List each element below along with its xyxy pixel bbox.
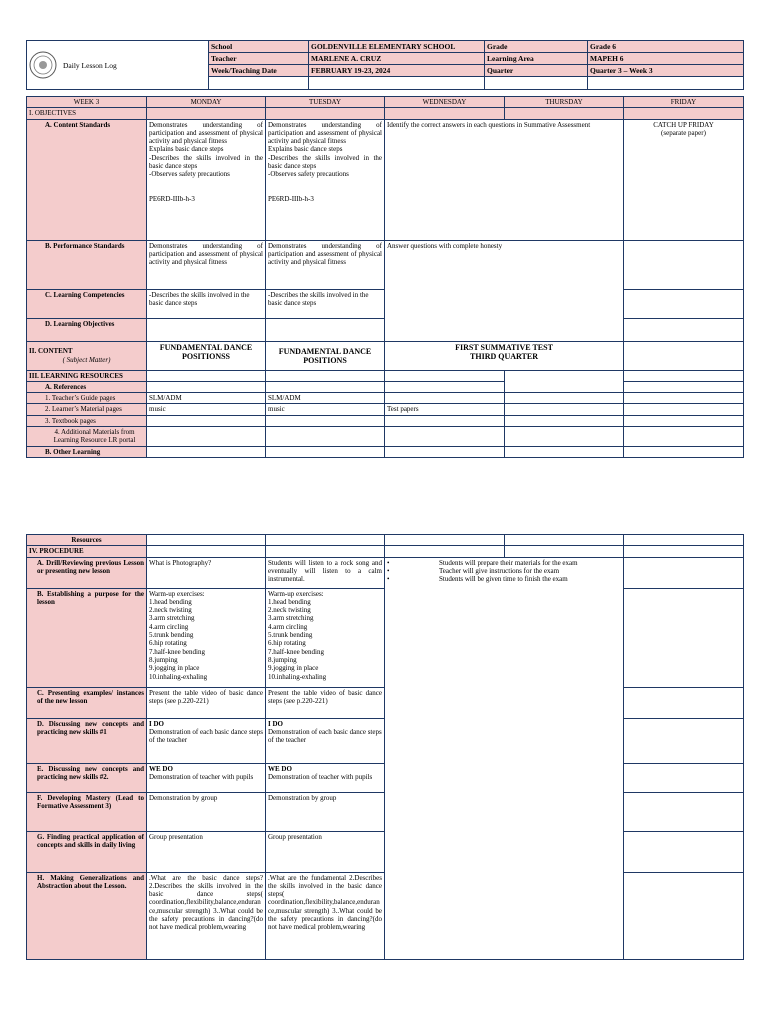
list-item: • Students will be given time to finish the exam — [387, 575, 568, 584]
header-logo-cell — [27, 41, 209, 90]
discussing-concepts-2-tuesday: WE DO Demonstration of teacher with pupils — [266, 763, 385, 792]
date-value: FEBRUARY 19-23, 2024 — [309, 65, 485, 77]
procedure-wed-thu — [385, 557, 624, 959]
performance-standards-label: B. Performance Standards — [27, 240, 147, 289]
content-label: II. CONTENT ( Subject Matter) — [27, 341, 147, 370]
header-table — [26, 40, 744, 90]
wednesday-header: WEDNESDAY — [385, 97, 505, 108]
textbook-pages-label: 3. Textbook pages — [27, 415, 147, 426]
warmup-tuesday: Warm-up exercises: 1.head bending 2.neck twisting 3.arm stretching 4.arm circling 5.trunk bending 6.hip rotating 7.half-knee bending 8.jumping 9.jogging in place 10.inhaling-exhaling — [266, 588, 385, 687]
developing-mastery-monday: Demonstration by group — [147, 792, 266, 831]
teachers-guide-tuesday: SLM/ADM — [266, 393, 385, 404]
presenting-examples-label: C. Presenting examples/ instances of the new lesson — [27, 687, 147, 718]
presenting-examples-tuesday: Present the table video of basic dance steps (see p.220-221) — [266, 687, 385, 718]
discussing-concepts-2-monday: WE DO Demonstration of teacher with pupils — [147, 763, 266, 792]
procedure-title: IV. PROCEDURE — [27, 546, 147, 557]
discussing-concepts-2-label: E. Discussing new concepts and practicing new skills #2. — [27, 763, 147, 792]
learning-area-label: Learning Area — [485, 53, 588, 65]
content-tuesday: FUNDAMENTAL DANCE POSITIONS — [266, 341, 385, 370]
learners-material-tuesday: music — [266, 404, 385, 415]
warmup-monday: Warm-up exercises: 1.head bending 2.neck twisting 3.arm stretching 4.arm circling 5.trunk bending 6.hip rotating 7.half-knee bending 8.jumping 9.jogging in place 10.inhaling-exhaling — [147, 588, 266, 687]
generalization-monday: .What are the basic dance steps? 2.Describes the skills involved in the basic dance steps( coordination,flexibility,balance,endurance,muscular strength) 3..What could be the safety precautions in dancing?(do not have medical problem,wearing — [147, 872, 266, 959]
grade-value: Grade 6 — [588, 41, 744, 53]
teacher-label: Teacher — [209, 53, 309, 65]
lesson-table-page-2 — [26, 534, 744, 960]
generalization-tuesday: .What are the fundamental 2.Describes the skills involved in the basic dance steps( coordination,flexibility,balance,endurance,muscular strength) 3..What could be the safety precautions in dancing?(do not have medical problem,wearing — [266, 872, 385, 959]
wed-bullet-list — [387, 559, 621, 584]
content-standards-tuesday: Demonstrates understanding of participation and assessment of physical activity and physical fitness Explains basic dance steps -Describes the skills involved in the basic dance steps -Observes safety precautions PE6RD-IIIb-h-3 — [266, 119, 385, 240]
discussing-concepts-1-monday: I DO Demonstration of each basic dance steps of the teacher — [147, 718, 266, 763]
drill-review-monday: What is Photography? — [147, 557, 266, 588]
week-header: WEEK 3 — [27, 97, 147, 108]
teachers-guide-label: 1. Teacher’s Guide pages — [27, 393, 147, 404]
developing-mastery-tuesday: Demonstration by group — [266, 792, 385, 831]
lesson-table-page-1 — [26, 96, 744, 458]
developing-mastery-label: F. Developing Mastery (Lead to Formative Assessment 3) — [27, 792, 147, 831]
monday-header: MONDAY — [147, 97, 266, 108]
generalization-label: H. Making Generalizations and Abstraction about the Lesson. — [27, 872, 147, 959]
learning-area-value: MAPEH 6 — [588, 53, 744, 65]
performance-standards-monday: Demonstrates understanding of participation and assessment of physical activity and physical fitness — [147, 240, 266, 289]
objectives-title: I. OBJECTIVES — [27, 108, 147, 119]
drill-review-label: A. Drill/Reviewing previous Lesson or presenting new lesson — [27, 557, 147, 588]
finding-application-label: G. Finding practical application of concepts and skills in daily living — [27, 831, 147, 872]
learning-objectives-label: D. Learning Objectives — [27, 318, 147, 341]
finding-application-monday: Group presentation — [147, 831, 266, 872]
school-label: School — [209, 41, 309, 53]
content-standards-monday: Demonstrates understanding of participation and assessment of physical activity and physical fitness Explains basic dance steps -Describes the skills involved in the basic dance steps -Observes safety precautions PE6RD-IIIb-h-3 — [147, 119, 266, 240]
drill-review-tuesday: Students will listen to a rock song and eventually will listen to a calm instrumental. — [266, 557, 385, 588]
presenting-examples-monday: Present the table video of basic dance steps (see p.220-221) — [147, 687, 266, 718]
content-standards-friday: CATCH UP FRIDAY (separate paper) — [624, 119, 744, 240]
content-wed-thu: FIRST SUMMATIVE TEST THIRD QUARTER — [385, 341, 624, 370]
references-label: A. References — [27, 381, 147, 392]
finding-application-tuesday: Group presentation — [266, 831, 385, 872]
establishing-purpose-label: B. Establishing a purpose for the lesson — [27, 588, 147, 687]
content-standards-label: A. Content Standards — [27, 119, 147, 240]
thursday-header: THURSDAY — [505, 97, 624, 108]
content-monday: FUNDAMENTAL DANCE POSITIONSS — [147, 341, 266, 370]
page-title: Daily Lesson Log — [63, 60, 117, 70]
discussing-concepts-1-label: D. Discussing new concepts and practicing new skills #1 — [27, 718, 147, 763]
content-standards-wed-thu: Identify the correct answers in each questions in Summative Assessment — [385, 119, 624, 240]
grade-label: Grade — [485, 41, 588, 53]
list-item: • Teacher will give instructions for the exam — [387, 566, 560, 575]
tuesday-header: TUESDAY — [266, 97, 385, 108]
teachers-guide-monday: SLM/ADM — [147, 393, 266, 404]
performance-standards-tuesday: Demonstrates understanding of participation and assessment of physical activity and physical fitness — [266, 240, 385, 289]
list-item: • Students will prepare their materials for the exam — [387, 558, 578, 567]
school-value: GOLDENVILLE ELEMENTARY SCHOOL — [309, 41, 485, 53]
learning-competencies-label: C. Learning Competencies — [27, 289, 147, 318]
additional-materials-label: 4. Additional Materials from Learning Resource LR portal — [27, 427, 147, 447]
deped-seal-icon — [29, 51, 57, 79]
performance-standards-wed-thu: Answer questions with complete honesty — [385, 240, 624, 341]
date-label: Week/Teaching Date — [209, 65, 309, 77]
other-resources-label: B. Other Learning — [27, 446, 147, 457]
learning-resources-title: III. LEARNING RESOURCES — [27, 370, 147, 381]
quarter-value: Quarter 3 – Week 3 — [588, 65, 744, 77]
learners-material-label: 2. Learner’s Material pages — [27, 404, 147, 415]
learning-competencies-monday: -Describes the skills involved in the basic dance steps — [147, 289, 266, 318]
learners-material-wednesday: Test papers — [385, 404, 505, 415]
discussing-concepts-1-tuesday: I DO Demonstration of each basic dance steps of the teacher — [266, 718, 385, 763]
quarter-label: Quarter — [485, 65, 588, 77]
teacher-value: MARLENE A. CRUZ — [309, 53, 485, 65]
learners-material-monday: music — [147, 404, 266, 415]
friday-header: FRIDAY — [624, 97, 744, 108]
other-resources-label-cont: Resources — [27, 535, 147, 546]
learning-competencies-tuesday: -Describes the skills involved in the basic dance steps — [266, 289, 385, 318]
